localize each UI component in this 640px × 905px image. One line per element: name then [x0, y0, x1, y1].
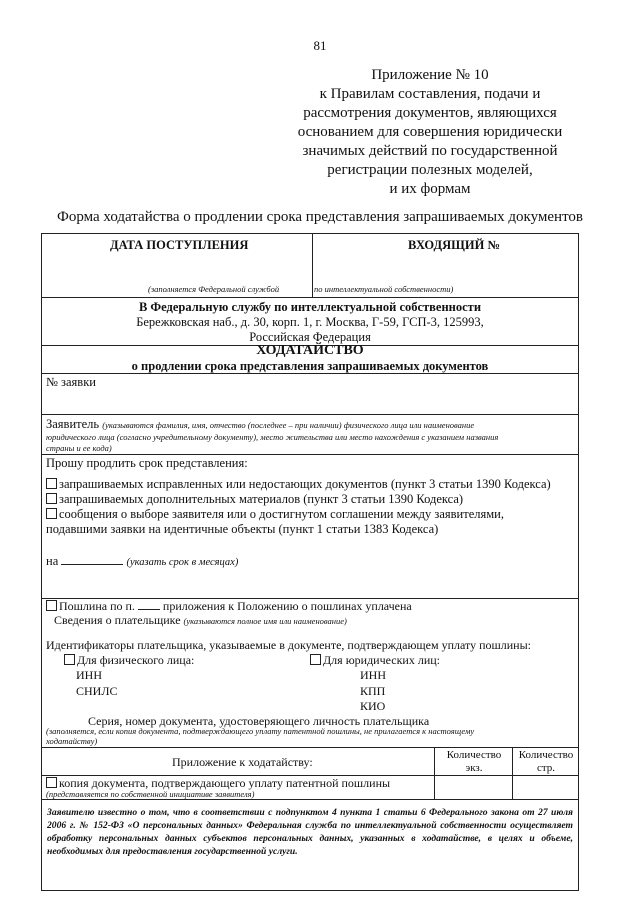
attachments-header: Приложение к ходатайству:	[172, 755, 313, 769]
individual-label: Для физического лица:	[77, 653, 195, 667]
legal-field-kpp: КПП	[360, 684, 386, 698]
addressee-line1: В Федеральную службу по интеллектуальной собственности	[138, 300, 482, 314]
column-label: Количество	[518, 749, 574, 761]
term-note: (указать срок в месяцах)	[126, 557, 239, 568]
copies-column-header	[436, 749, 512, 775]
legal-option[interactable]	[310, 653, 440, 668]
legal-field-kio: КИО	[360, 699, 386, 713]
appendix-line: и их формам	[389, 181, 471, 197]
addressee-line2: Бережковская наб., д. 30, корп. 1, г. Москва, Г-59, ГСП-3, 125993,	[136, 315, 484, 329]
divider	[42, 414, 578, 415]
divider	[42, 373, 578, 374]
identifiers-label: Идентификаторы плательщика, указываемые в документе, подтверждающем уплату пошлины:	[46, 638, 531, 652]
column-label: экз.	[465, 762, 483, 774]
applicant-note-3: страны и ее кода)	[46, 443, 112, 453]
checkbox-icon[interactable]	[64, 654, 75, 665]
incoming-number-label: ВХОДЯЩИЙ №	[408, 238, 501, 252]
appendix-line: значимых действий по государственной	[302, 143, 558, 159]
checkbox-icon[interactable]	[46, 478, 57, 489]
header-note-left: (заполняется Федеральной службой	[148, 284, 280, 294]
divider	[42, 747, 578, 748]
divider	[42, 297, 578, 298]
request-option-3-cont: подавшими заявки на идентичные объекты (пункт 1 статьи 1383 Кодекса)	[46, 522, 439, 536]
id-document-label: Серия, номер документа, удостоверяющего личность плательщика	[88, 714, 430, 728]
fee-clause-input[interactable]	[138, 599, 160, 610]
petition-form	[41, 233, 579, 891]
application-number-label: № заявки	[46, 375, 96, 389]
option-label: сообщения о выборе заявителя или о достигнутом соглашении между заявителями,	[59, 507, 504, 521]
fee-prefix: Пошлина по п.	[59, 599, 135, 613]
appendix-line: к Правилам составления, подачи и	[319, 86, 541, 102]
divider	[42, 454, 578, 455]
divider	[42, 799, 578, 800]
personal-data-notice: Заявителю известно о том, что в соответствии с подпунктом 4 пункта 1 статьи 6 Федерального закона от 27 июля 2006 г. № 152-ФЗ «О персональных данных» Федеральная служба по интеллектуальной собственности осуществляет обработку персональных данных субъектов персональных данных, указанных в ходатайстве, в целях и объеме, необходимых для предоставления государственной услуги.	[47, 807, 573, 857]
petition-subtitle: о продлении срока представления запрашиваемых документов	[131, 359, 489, 373]
individual-option[interactable]	[64, 653, 194, 668]
appendix-line: рассмотрения документов, являющихся	[303, 105, 557, 121]
column-divider	[512, 747, 513, 799]
term-prefix: на	[46, 554, 59, 568]
addressee-line3: Российская Федерация	[249, 330, 371, 344]
column-label: Количество	[446, 749, 502, 761]
legal-label: Для юридических лиц:	[323, 653, 441, 667]
option-label: запрашиваемых дополнительных материалов (пункт 3 статьи 1390 Кодекса)	[59, 492, 464, 506]
applicant-label: Заявитель	[46, 417, 100, 431]
page-number: 81	[313, 38, 327, 53]
checkbox-icon[interactable]	[46, 508, 57, 519]
petition-title: ХОДАТАЙСТВО	[256, 343, 364, 358]
fee-suffix: приложения к Положению о пошлинах уплачена	[162, 599, 412, 613]
request-option-2[interactable]	[46, 492, 463, 507]
option-label: запрашиваемых исправленных или недостающих документов (пункт 3 статьи 1390 Кодекса)	[59, 477, 551, 491]
column-label: стр.	[536, 762, 556, 774]
applicant-note: (указываются фамилия, имя, отчество (последнее – при наличии) физического лица или наименование	[102, 420, 475, 430]
id-document-note-2: ходатайству)	[46, 736, 98, 746]
appendix-line: регистрации полезных моделей,	[327, 162, 533, 178]
checkbox-icon[interactable]	[310, 654, 321, 665]
attachment-item-1-note: (представляется по собственной инициативе заявителя)	[46, 789, 255, 799]
id-document-note-1: (заполняется, если копия документа, подтверждающего уплату патентной пошлины, не прилагается к настоящему	[46, 726, 475, 736]
individual-field-inn: ИНН	[76, 668, 102, 682]
pages-column-header	[514, 749, 578, 775]
applicant-row	[46, 417, 474, 432]
form-title: Форма ходатайства о продлении срока представления запрашиваемых документов	[56, 209, 584, 225]
individual-field-snils: СНИЛС	[76, 684, 118, 698]
date-received-label: ДАТА ПОСТУПЛЕНИЯ	[110, 238, 249, 252]
payer-note: (указываются полное имя или наименование)	[183, 616, 347, 626]
appendix-line: основанием для совершения юридически	[297, 124, 563, 140]
request-option-3[interactable]	[46, 507, 504, 522]
checkbox-icon[interactable]	[46, 777, 57, 788]
header-divider	[312, 234, 313, 297]
checkbox-icon[interactable]	[46, 493, 57, 504]
legal-field-inn: ИНН	[360, 668, 386, 682]
appendix-heading	[270, 66, 590, 199]
payer-label: Сведения о плательщике	[54, 613, 181, 627]
request-label: Прошу продлить срок представления:	[46, 456, 248, 470]
applicant-note-2: юридического лица (согласно учредительному документу), место жительства или место нахождения с указанием названия	[46, 432, 499, 442]
column-divider	[434, 747, 435, 799]
request-option-1[interactable]	[46, 477, 551, 492]
header-note-right: по интеллектуальной собственности)	[314, 284, 454, 294]
term-row	[46, 554, 238, 570]
attachment-label: копия документа, подтверждающего уплату патентной пошлины	[59, 776, 391, 790]
fee-paid-row[interactable]	[46, 599, 412, 614]
appendix-line: Приложение № 10	[371, 67, 489, 83]
term-input[interactable]	[61, 554, 123, 565]
checkbox-icon[interactable]	[46, 600, 57, 611]
payer-row	[54, 613, 347, 628]
